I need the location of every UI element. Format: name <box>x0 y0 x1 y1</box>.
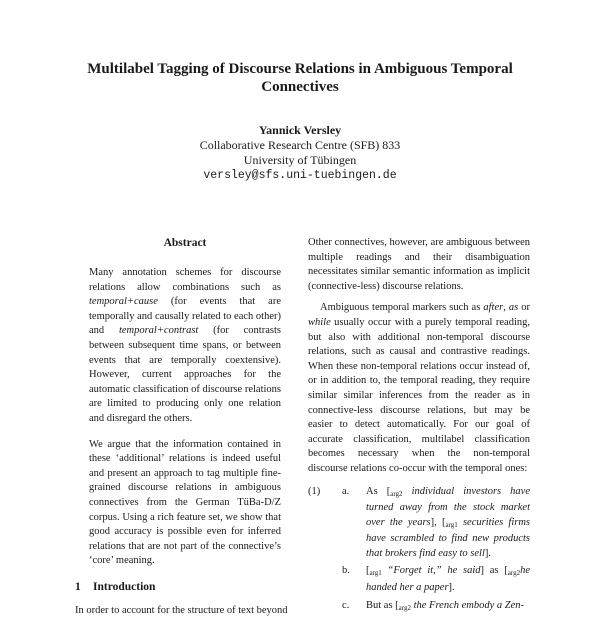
text-run-italic: while <box>308 316 331 328</box>
text-run: or <box>518 302 531 314</box>
text-run-italic: as <box>508 302 519 314</box>
author-name: Yannick Versley <box>258 123 342 137</box>
text-run-italic: individual investors have turned away from the stock market over the years <box>366 485 530 528</box>
text-run-italic: temporal+cause <box>89 296 158 308</box>
arg-subscript: arg1 <box>369 569 382 578</box>
arg-subscript: arg2 <box>507 569 521 578</box>
text-run: Many annotation schemes for discourse relations allow combinations such as <box>89 267 281 293</box>
example-block <box>308 485 530 616</box>
body-paragraph <box>308 301 530 476</box>
intro-paragraph: In order to account for the structure of text beyond <box>75 604 288 616</box>
arg-subscript: arg2 <box>398 603 411 612</box>
text-run: (for contrasts between subsequent time spans, or between events that are temporally coextensive). However, current approaches for the automatic classification of discourse relations are limited to producing only one relation and disregard the others. <box>89 325 281 424</box>
abstract-heading: Abstract <box>163 237 207 249</box>
example-label: c. <box>342 599 350 611</box>
example-label: b. <box>342 565 350 577</box>
abstract-paragraph <box>89 266 281 427</box>
section-heading <box>75 580 295 594</box>
text-run-italic: temporal+contrast <box>118 325 199 337</box>
text-run: usually occur with a purely temporal reading, but also with additional non-temporal discourse relations, such as causal and contrastive readings. When these non-temporal relations occur instead of, or in addition to, the temporal reading, they require similar similar inferences from the reader as in connective-less discourse relations, but may be easier to detect automatically. For our goal of accurate classification, multilabel classification becomes necessary when the non-temporal discourse relations co-occur with the temporal ones: <box>308 316 530 474</box>
text-run: But as [ <box>366 599 399 611</box>
text-run-italic: after <box>483 302 504 314</box>
example-item <box>342 564 530 595</box>
example-item <box>342 485 530 562</box>
text-run-italic: he handed her a paper <box>366 565 530 594</box>
left-column <box>75 236 295 618</box>
paper-title: Multilabel Tagging of Discourse Relations in Ambiguous Temporal Connectives <box>87 61 513 95</box>
author-email: versley@sfs.uni-tuebingen.de <box>203 169 397 182</box>
text-run-italic: “Forget it,” he said <box>381 565 481 577</box>
text-run: ]. <box>484 547 492 559</box>
text-run: ] as [ <box>480 565 508 577</box>
abstract-paragraph: We argue that the information contained in these ‘additional’ relations is indeed useful and present an approach to tag multiple fine-grained discourse relations in ambiguous connectives from the German TüBa-D/Z corpus. Using a rich feature set, we show that good accuracy is possible even for inferred relations that are not part of the connective’s ‘core’ meaning. <box>89 438 281 567</box>
example-number: (1) <box>308 485 321 497</box>
text-run: ], [ <box>430 516 446 528</box>
text-run-italic: securities firms have scrambled to find new products that brokers find easy to sell <box>366 516 530 559</box>
affiliation-line: Collaborative Research Centre (SFB) 833 <box>199 138 401 152</box>
text-run: [ <box>366 565 370 577</box>
example-label: a. <box>342 485 350 497</box>
affiliation-line: University of Tübingen <box>243 153 357 167</box>
text-run-italic: the French embody a Zen- <box>410 599 525 611</box>
text-run: (for events that are temporally and causally related to each other) and <box>89 296 281 337</box>
body-paragraph: Other connectives, however, are ambiguous between multiple readings and their disambiguation necessitates similar semantic information as implicit (connective-less) discourse relations. <box>308 237 530 292</box>
text-run: , <box>503 302 509 314</box>
text-run: Ambiguous temporal markers such as <box>320 302 484 314</box>
section-number: 1 <box>75 580 81 593</box>
example-item <box>342 599 530 616</box>
arg-subscript: arg2 <box>390 489 403 498</box>
text-run: As [ <box>366 485 391 497</box>
right-column <box>308 236 530 618</box>
text-run: ]. <box>448 582 455 594</box>
section-title: Introduction <box>93 580 156 593</box>
arg-subscript: arg1 <box>445 520 458 529</box>
author-block <box>100 123 500 183</box>
